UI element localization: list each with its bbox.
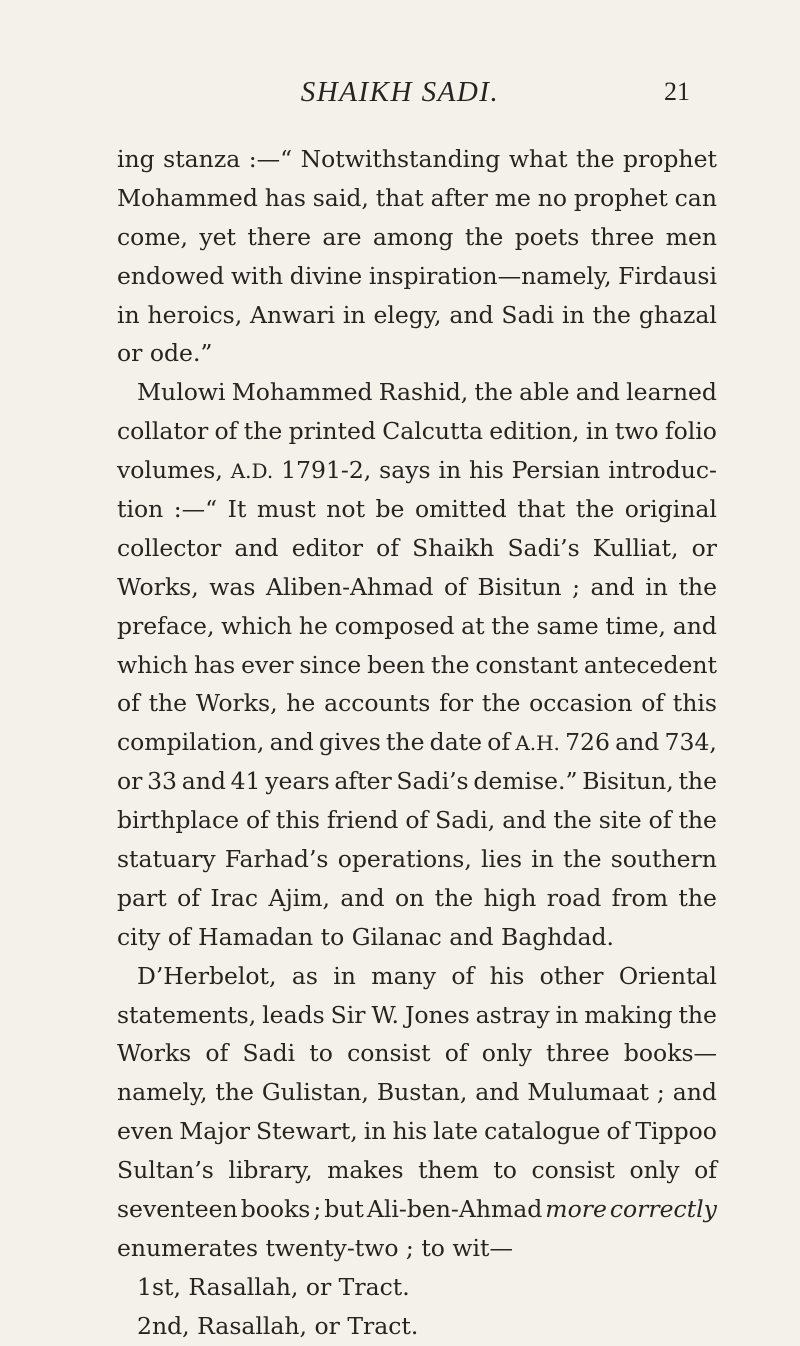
text-line: Mohammed has said, that after me no prophet can — [117, 183, 717, 212]
text-line: seventeen books ; but Ali-ben-Ahmad more correctly — [117, 1195, 717, 1224]
text-line: Works of Sadi to consist of only three books— — [117, 1039, 717, 1068]
text-line: compilation, and gives the date of A.H. 726 and 734, — [117, 728, 717, 757]
text-line: statuary Farhad’s operations, lies in the southern — [117, 845, 717, 874]
running-title: SHAIKH SADI. — [300, 76, 500, 108]
text-line: 2nd, Rasallah, or Tract. — [137, 1311, 419, 1340]
text-line: which has ever since been the constant antecedent — [117, 650, 717, 679]
text-line: or ode.” — [117, 339, 213, 368]
text-line: birthplace of this friend of Sadi, and the site of the — [117, 806, 717, 835]
text-line: collector and editor of Shaikh Sadi’s Kulliat, or — [117, 533, 717, 562]
text-line: city of Hamadan to Gilanac and Baghdad. — [117, 922, 614, 951]
body-text — [117, 140, 717, 1346]
text-line: Mulowi Mohammed Rashid, the able and learned — [137, 378, 717, 407]
text-line: collator of the printed Calcutta edition, in two folio — [117, 417, 717, 446]
text-line: namely, the Gulistan, Bustan, and Mulumaat ; and — [117, 1078, 717, 1107]
text-line: of the Works, he accounts for the occasion of this — [117, 689, 717, 718]
text-line: endowed with divine inspiration—namely, Firdausi — [117, 261, 717, 290]
text-line: part of Irac Ajim, and on the high road from the — [117, 883, 717, 912]
text-line: Works, was Aliben-Ahmad of Bisitun ; and in the — [117, 572, 717, 601]
text-line: D’Herbelot, as in many of his other Oriental — [137, 961, 717, 990]
text-line: volumes, A.D. 1791-2, says in his Persian introduc- — [117, 456, 717, 485]
text-line: come, yet there are among the poets three men — [117, 222, 717, 251]
text-line: enumerates twenty-two ; to wit— — [117, 1233, 513, 1262]
text-line: tion :—“ It must not be omitted that the original — [117, 495, 717, 524]
text-line: ing stanza :—“ Notwithstanding what the prophet — [117, 145, 717, 173]
text-line: Sultan’s library, makes them to consist only of — [117, 1156, 717, 1185]
page-header — [0, 74, 800, 114]
text-line: 1st, Rasallah, or Tract. — [137, 1272, 410, 1301]
page-number: 21 — [664, 77, 690, 106]
text-line: statements, leads Sir W. Jones astray in making the — [117, 1000, 717, 1029]
text-line: or 33 and 41 years after Sadi’s demise.” Bisitun, the — [117, 767, 717, 796]
text-line: preface, which he composed at the same time, and — [117, 611, 717, 640]
text-line: in heroics, Anwari in elegy, and Sadi in the ghazal — [117, 300, 717, 329]
text-line: even Major Stewart, in his late catalogue of Tippoo — [117, 1117, 717, 1146]
